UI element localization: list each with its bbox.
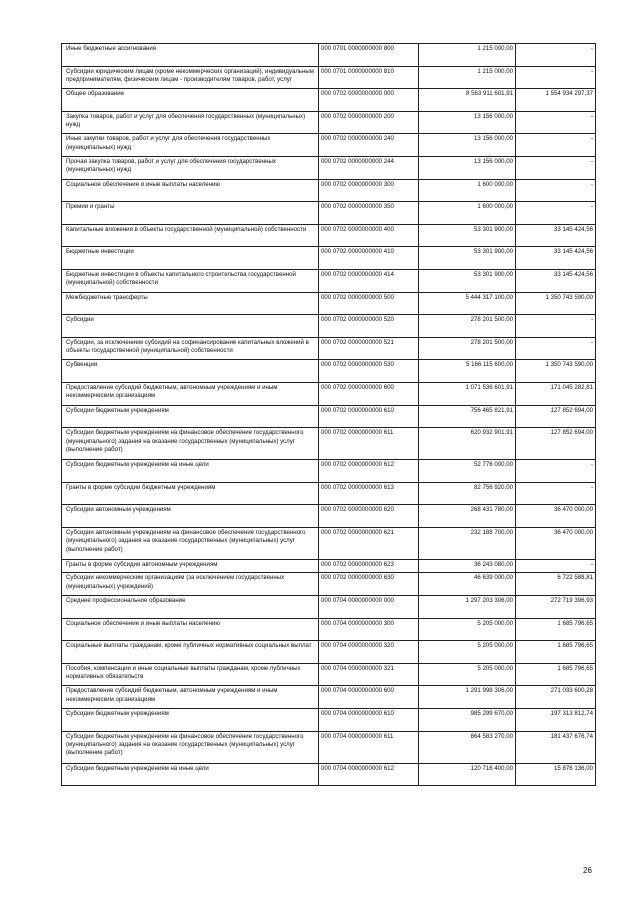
row-plan-amount-cell: 5 444 317 100,00 (419, 292, 516, 315)
row-plan-amount-cell: 120 716 400,00 (419, 763, 516, 786)
row-fact-amount-cell: 33 145 424,56 (516, 269, 596, 292)
table-row (62, 505, 596, 528)
row-code-cell: 000 0702 0000000000 621 (319, 527, 419, 559)
row-code-cell: 000 0701 0000000000 800 (319, 44, 419, 67)
row-plan-amount-cell: 53 301 900,00 (419, 247, 516, 270)
row-fact-amount-cell: 1 554 934 297,37 (516, 89, 596, 112)
row-fact-amount-cell: - (516, 156, 596, 179)
table-row (62, 292, 596, 315)
row-code-cell: 000 0702 0000000000 410 (319, 247, 419, 270)
table-row (62, 405, 596, 428)
table-row (62, 573, 596, 596)
row-fact-amount-cell: - (516, 66, 596, 89)
table-row (62, 315, 596, 338)
row-plan-amount-cell: 1 297 203 306,00 (419, 596, 516, 619)
row-name-cell: Капитальные вложения в объекты государственной (муниципальной) собственности (62, 224, 319, 247)
table-row (62, 360, 596, 383)
row-fact-amount-cell: 1 685 796,65 (516, 641, 596, 664)
row-name-cell: Бюджетные инвестиции (62, 247, 319, 270)
row-name-cell: Социальное обеспечение и иные выплаты населению (62, 179, 319, 202)
row-code-cell: 000 0702 0000000000 521 (319, 337, 419, 360)
row-fact-amount-cell: - (516, 134, 596, 157)
row-name-cell: Иные закупки товаров, работ и услуг для обеспечения государственных (муниципальных) нужд (62, 134, 319, 157)
row-code-cell: 000 0702 0000000000 350 (319, 202, 419, 225)
table-row (62, 663, 596, 686)
row-code-cell: 000 0702 0000000000 530 (319, 360, 419, 383)
row-name-cell: Предоставление субсидий бюджетным, автономным учреждениям и иным некоммерческим организациям (62, 686, 319, 709)
table-row (62, 156, 596, 179)
row-plan-amount-cell: 5 205 000,00 (419, 641, 516, 664)
row-plan-amount-cell: 232 188 700,00 (419, 527, 516, 559)
row-code-cell: 000 0704 0000000000 321 (319, 663, 419, 686)
row-name-cell: Субсидии юридическим лицам (кроме некоммерческих организаций), индивидуальным предпринимателям, физическим лицам - производителям товаров, работ, услуг (62, 66, 319, 89)
table-row (62, 618, 596, 641)
row-code-cell: 000 0704 0000000000 611 (319, 731, 419, 763)
table-row (62, 686, 596, 709)
row-code-cell: 000 0704 0000000000 320 (319, 641, 419, 664)
row-name-cell: Субсидии бюджетным учреждениям на иные цели (62, 763, 319, 786)
row-fact-amount-cell: 1 350 743 590,00 (516, 360, 596, 383)
row-name-cell: Межбюджетные трансферты (62, 292, 319, 315)
row-fact-amount-cell: 197 313 812,74 (516, 709, 596, 732)
row-code-cell: 000 0702 0000000000 200 (319, 111, 419, 134)
row-name-cell: Предоставление субсидий бюджетным, автономным учреждениям и иным некоммерческим организациям (62, 382, 319, 405)
row-plan-amount-cell: 1 215 000,00 (419, 44, 516, 67)
row-name-cell: Субвенции (62, 360, 319, 383)
row-fact-amount-cell: - (516, 111, 596, 134)
table-row (62, 731, 596, 763)
table-row (62, 337, 596, 360)
table-row (62, 179, 596, 202)
budget-execution-table (61, 43, 596, 786)
row-name-cell: Субсидии бюджетным учреждениям (62, 709, 319, 732)
row-name-cell: Бюджетные инвестиции в объекты капитального строительства государственной (муниципальной) собственности (62, 269, 319, 292)
row-plan-amount-cell: 8 563 911 601,91 (419, 89, 516, 112)
row-code-cell: 000 0702 0000000000 611 (319, 428, 419, 460)
table-row (62, 134, 596, 157)
row-code-cell: 000 0704 0000000000 612 (319, 763, 419, 786)
row-plan-amount-cell: 52 776 000,00 (419, 460, 516, 483)
row-code-cell: 000 0702 0000000000 000 (319, 89, 419, 112)
table-row (62, 460, 596, 483)
row-plan-amount-cell: 5 205 000,00 (419, 618, 516, 641)
row-name-cell: Социальное обеспечение и иные выплаты населению (62, 618, 319, 641)
row-fact-amount-cell: 36 470 000,00 (516, 527, 596, 559)
row-fact-amount-cell: 171 045 282,81 (516, 382, 596, 405)
row-plan-amount-cell: 985 299 670,00 (419, 709, 516, 732)
row-name-cell: Субсидии бюджетным учреждениям (62, 405, 319, 428)
row-plan-amount-cell: 1 291 998 306,00 (419, 686, 516, 709)
row-fact-amount-cell: 1 685 796,65 (516, 663, 596, 686)
row-fact-amount-cell: - (516, 559, 596, 573)
row-plan-amount-cell: 1 600 000,00 (419, 202, 516, 225)
row-name-cell: Иные бюджетные ассигнования (62, 44, 319, 67)
row-code-cell: 000 0702 0000000000 600 (319, 382, 419, 405)
row-fact-amount-cell: 181 437 676,74 (516, 731, 596, 763)
table-row (62, 428, 596, 460)
row-code-cell: 000 0702 0000000000 414 (319, 269, 419, 292)
row-name-cell: Субсидии бюджетным учреждениям на финансовое обеспечение государственного (муниципального) задания на оказание государственных (муниципальных) услуг (выполнение работ) (62, 428, 319, 460)
row-fact-amount-cell: 127 852 694,00 (516, 428, 596, 460)
page-number: 26 (583, 866, 592, 875)
table-row (62, 709, 596, 732)
row-plan-amount-cell: 1 071 536 601,91 (419, 382, 516, 405)
table-row (62, 527, 596, 559)
row-code-cell: 000 0701 0000000000 810 (319, 66, 419, 89)
row-fact-amount-cell: - (516, 460, 596, 483)
table-row (62, 66, 596, 89)
row-code-cell: 000 0702 0000000000 620 (319, 505, 419, 528)
row-code-cell: 000 0702 0000000000 520 (319, 315, 419, 338)
budget-table-body (62, 44, 596, 786)
row-fact-amount-cell: - (516, 202, 596, 225)
row-plan-amount-cell: 1 215 000,00 (419, 66, 516, 89)
row-fact-amount-cell: 127 852 694,00 (516, 405, 596, 428)
row-code-cell: 000 0704 0000000000 600 (319, 686, 419, 709)
row-code-cell: 000 0704 0000000000 300 (319, 618, 419, 641)
row-name-cell: Гранты в форме субсидии автономным учреждениям (62, 559, 319, 573)
row-name-cell: Субсидии некоммерческим организациям (за исключением государственных (муниципальных) учреждений) (62, 573, 319, 596)
row-plan-amount-cell: 5 205 000,00 (419, 663, 516, 686)
table-row (62, 559, 596, 573)
row-name-cell: Прочая закупка товаров, работ и услуг для обеспечения государственных (муниципальных) нужд (62, 156, 319, 179)
row-code-cell: 000 0702 0000000000 613 (319, 482, 419, 505)
table-row (62, 269, 596, 292)
row-name-cell: Субсидии (62, 315, 319, 338)
row-name-cell: Субсидии, за исключением субсидий на софинансирование капитальных вложений в объекты государственной (муниципальной) собственности (62, 337, 319, 360)
row-code-cell: 000 0702 0000000000 623 (319, 559, 419, 573)
table-row (62, 89, 596, 112)
row-plan-amount-cell: 46 639 000,00 (419, 573, 516, 596)
row-plan-amount-cell: 1 600 000,00 (419, 179, 516, 202)
table-row (62, 224, 596, 247)
row-code-cell: 000 0702 0000000000 244 (319, 156, 419, 179)
row-name-cell: Премии и гранты (62, 202, 319, 225)
table-row (62, 44, 596, 67)
row-fact-amount-cell: - (516, 337, 596, 360)
table-row (62, 641, 596, 664)
row-fact-amount-cell: - (516, 44, 596, 67)
row-plan-amount-cell: 756 465 821,91 (419, 405, 516, 428)
row-name-cell: Социальные выплаты гражданам, кроме публичных нормативных социальных выплат (62, 641, 319, 664)
row-plan-amount-cell: 5 166 115 600,00 (419, 360, 516, 383)
row-name-cell: Субсидии автономным учреждениям на финансовое обеспечение государственного (муниципального) задания на оказание государственных (муниципальных) услуг (выполнение работ) (62, 527, 319, 559)
row-plan-amount-cell: 13 156 000,00 (419, 111, 516, 134)
row-plan-amount-cell: 268 431 780,00 (419, 505, 516, 528)
row-code-cell: 000 0702 0000000000 400 (319, 224, 419, 247)
row-name-cell: Субсидии бюджетным учреждениям на иные цели (62, 460, 319, 483)
row-plan-amount-cell: 13 156 000,00 (419, 156, 516, 179)
row-code-cell: 000 0702 0000000000 240 (319, 134, 419, 157)
row-fact-amount-cell: 271 033 600,28 (516, 686, 596, 709)
row-name-cell: Субсидии автономным учреждениям (62, 505, 319, 528)
row-fact-amount-cell: - (516, 315, 596, 338)
row-code-cell: 000 0702 0000000000 612 (319, 460, 419, 483)
row-plan-amount-cell: 82 756 920,00 (419, 482, 516, 505)
table-row (62, 202, 596, 225)
row-fact-amount-cell: 6 722 588,81 (516, 573, 596, 596)
row-plan-amount-cell: 13 156 000,00 (419, 134, 516, 157)
row-fact-amount-cell: 33 145 424,56 (516, 247, 596, 270)
table-row (62, 111, 596, 134)
row-fact-amount-cell: 36 470 000,00 (516, 505, 596, 528)
row-code-cell: 000 0702 0000000000 500 (319, 292, 419, 315)
row-name-cell: Субсидии бюджетным учреждениям на финансовое обеспечение государственного (муниципального) задания на оказание государственных (муниципальных) услуг (выполнение работ) (62, 731, 319, 763)
row-fact-amount-cell: 15 876 136,00 (516, 763, 596, 786)
row-fact-amount-cell: - (516, 482, 596, 505)
row-name-cell: Закупка товаров, работ и услуг для обеспечения государственных (муниципальных) нужд (62, 111, 319, 134)
row-fact-amount-cell: 272 719 396,93 (516, 596, 596, 619)
table-row (62, 596, 596, 619)
table-row (62, 247, 596, 270)
row-plan-amount-cell: 278 201 500,00 (419, 337, 516, 360)
row-fact-amount-cell: 1 685 796,65 (516, 618, 596, 641)
table-row (62, 763, 596, 786)
row-name-cell: Среднее профессиональное образование (62, 596, 319, 619)
row-code-cell: 000 0704 0000000000 000 (319, 596, 419, 619)
row-fact-amount-cell: - (516, 179, 596, 202)
row-name-cell: Общее образование (62, 89, 319, 112)
row-plan-amount-cell: 53 301 900,00 (419, 224, 516, 247)
row-fact-amount-cell: 33 145 424,56 (516, 224, 596, 247)
row-code-cell: 000 0702 0000000000 630 (319, 573, 419, 596)
row-code-cell: 000 0702 0000000000 610 (319, 405, 419, 428)
row-fact-amount-cell: 1 350 743 590,00 (516, 292, 596, 315)
table-row (62, 382, 596, 405)
row-name-cell: Пособия, компенсации и иные социальные выплаты гражданам, кроме публичных нормативных обязательств (62, 663, 319, 686)
row-name-cell: Гранты в форме субсидии бюджетным учреждениям (62, 482, 319, 505)
row-plan-amount-cell: 620 932 901,91 (419, 428, 516, 460)
row-plan-amount-cell: 278 201 500,00 (419, 315, 516, 338)
row-code-cell: 000 0704 0000000000 610 (319, 709, 419, 732)
table-row (62, 482, 596, 505)
row-plan-amount-cell: 53 301 900,00 (419, 269, 516, 292)
row-plan-amount-cell: 36 243 080,00 (419, 559, 516, 573)
row-code-cell: 000 0702 0000000000 300 (319, 179, 419, 202)
row-plan-amount-cell: 864 583 270,00 (419, 731, 516, 763)
